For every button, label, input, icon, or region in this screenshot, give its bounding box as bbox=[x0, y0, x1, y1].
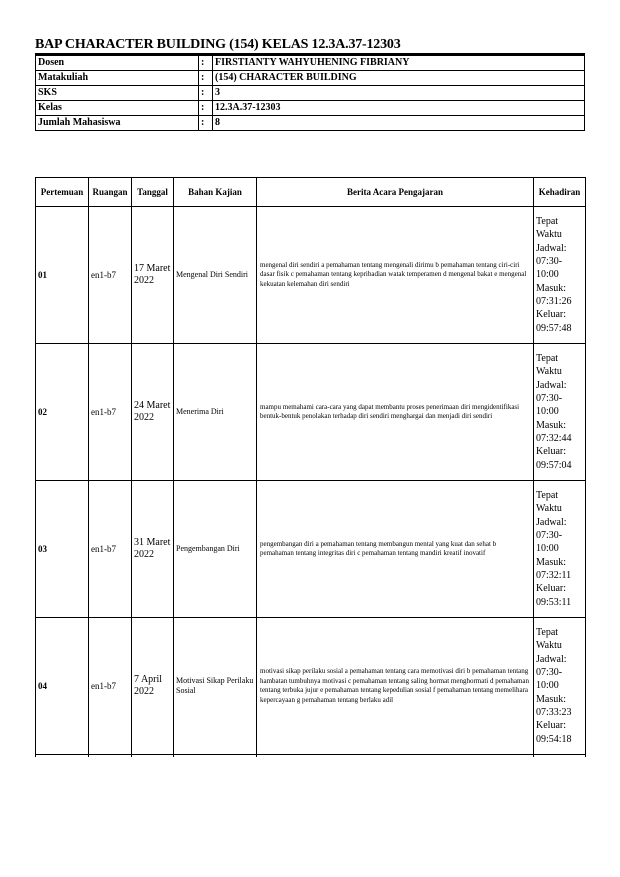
info-label: Matakuliah bbox=[36, 71, 199, 86]
kehadiran-line: 10:00 bbox=[536, 680, 559, 692]
info-row-sks bbox=[36, 86, 585, 101]
kehadiran-line: Tepat bbox=[536, 490, 559, 502]
cell-ruangan: en1-b7 bbox=[89, 481, 132, 618]
kehadiran-line: Waktu bbox=[536, 503, 562, 515]
kehadiran-line: Jadwal: bbox=[536, 653, 567, 665]
cell-berita-acara: mampu memahami cara-cara yang dapat membantu proses penerimaan diri mengidentifikasi bentuk-bentuk penolakan terhadap diri sendiri menghargai dan menjadi diri sendiri bbox=[257, 344, 534, 481]
cell-berita-acara: pengembangan diri a pemahaman tentang membangun mental yang kuat dan sehat b pemahaman tentang integritas diri c pemahaman tentang mandiri kreatif inovatif bbox=[257, 481, 534, 618]
kehadiran-line: Masuk: bbox=[536, 419, 566, 431]
cell-kehadiran bbox=[534, 344, 586, 481]
cell-tanggal: 24 Maret 2022 bbox=[132, 344, 174, 481]
kehadiran-line: 07:33:23 bbox=[536, 706, 572, 718]
kehadiran-line: Tepat bbox=[536, 216, 559, 228]
table-row bbox=[36, 344, 586, 481]
kehadiran-line: 07:32:44 bbox=[536, 432, 572, 444]
table-row bbox=[36, 618, 586, 755]
info-value: FIRSTIANTY WAHYUHENING FIBRIANY bbox=[213, 56, 585, 71]
info-value: 3 bbox=[213, 86, 585, 101]
info-separator: : bbox=[199, 71, 213, 86]
cell-kehadiran bbox=[534, 207, 586, 344]
cell-empty bbox=[257, 755, 534, 758]
header-kehadiran: Kehadiran bbox=[534, 178, 586, 207]
kehadiran-line: 09:53:11 bbox=[536, 596, 572, 608]
cell-ruangan: en1-b7 bbox=[89, 344, 132, 481]
info-row-kelas bbox=[36, 101, 585, 116]
kehadiran-line: Jadwal: bbox=[536, 242, 567, 254]
cell-empty bbox=[534, 755, 586, 758]
cell-tanggal: 31 Maret 2022 bbox=[132, 481, 174, 618]
kehadiran-line: Waktu bbox=[536, 366, 562, 378]
header-pertemuan: Pertemuan bbox=[36, 178, 89, 207]
bap-table bbox=[35, 177, 586, 757]
kehadiran-line: 07:30- bbox=[536, 256, 563, 268]
cell-bahan-kajian: Pengembangan Diri bbox=[174, 481, 257, 618]
info-row-jumlah-mahasiswa bbox=[36, 116, 585, 131]
info-separator: : bbox=[199, 116, 213, 131]
cell-empty bbox=[132, 755, 174, 758]
kehadiran-line: Keluar: bbox=[536, 583, 566, 595]
course-info-table bbox=[35, 55, 585, 131]
kehadiran-line: 07:31:26 bbox=[536, 295, 572, 307]
header-bahan-kajian: Bahan Kajian bbox=[174, 178, 257, 207]
info-value: 12.3A.37-12303 bbox=[213, 101, 585, 116]
cell-empty bbox=[89, 755, 132, 758]
page-title: BAP CHARACTER BUILDING (154) KELAS 12.3A.37-12303 bbox=[35, 38, 585, 55]
cell-bahan-kajian: Menerima Diri bbox=[174, 344, 257, 481]
cell-kehadiran bbox=[534, 481, 586, 618]
kehadiran-line: Masuk: bbox=[536, 693, 566, 705]
info-label: Kelas bbox=[36, 101, 199, 116]
cell-ruangan: en1-b7 bbox=[89, 618, 132, 755]
table-row bbox=[36, 207, 586, 344]
cell-berita-acara: mengenal diri sendiri a pemahaman tentang mengenali dirimu b pemahaman tentang ciri-ciri dasar fisik c pemahaman tentang kepribadian watak temperamen d mengenal bakat e mengenal kekuatan kelemahan diri sendiri bbox=[257, 207, 534, 344]
info-separator: : bbox=[199, 101, 213, 116]
info-label: Dosen bbox=[36, 56, 199, 71]
kehadiran-line: Jadwal: bbox=[536, 379, 567, 391]
kehadiran-line: 10:00 bbox=[536, 406, 559, 418]
kehadiran-line: 07:32:11 bbox=[536, 569, 572, 581]
kehadiran-line: 07:30- bbox=[536, 393, 563, 405]
info-separator: : bbox=[199, 86, 213, 101]
kehadiran-line: 09:57:48 bbox=[536, 322, 572, 334]
info-row-matakuliah bbox=[36, 71, 585, 86]
info-label: Jumlah Mahasiswa bbox=[36, 116, 199, 131]
table-row bbox=[36, 481, 586, 618]
kehadiran-line: Tepat bbox=[536, 353, 559, 365]
kehadiran-line: 10:00 bbox=[536, 543, 559, 555]
kehadiran-line: 07:30- bbox=[536, 667, 563, 679]
kehadiran-line: Keluar: bbox=[536, 446, 566, 458]
info-separator: : bbox=[199, 56, 213, 71]
cell-tanggal: 17 Maret 2022 bbox=[132, 207, 174, 344]
cell-tanggal: 7 April 2022 bbox=[132, 618, 174, 755]
info-row-dosen bbox=[36, 56, 585, 71]
cell-empty bbox=[36, 755, 89, 758]
header-ruangan: Ruangan bbox=[89, 178, 132, 207]
table-continuation-row bbox=[36, 755, 586, 758]
cell-bahan-kajian: Motivasi Sikap Perilaku Sosial bbox=[174, 618, 257, 755]
info-value: 8 bbox=[213, 116, 585, 131]
cell-ruangan: en1-b7 bbox=[89, 207, 132, 344]
cell-pertemuan: 01 bbox=[36, 207, 89, 344]
table-header-row bbox=[36, 178, 586, 207]
info-value: (154) CHARACTER BUILDING bbox=[213, 71, 585, 86]
header-berita-acara: Berita Acara Pengajaran bbox=[257, 178, 534, 207]
cell-pertemuan: 04 bbox=[36, 618, 89, 755]
kehadiran-line: Masuk: bbox=[536, 282, 566, 294]
header-tanggal: Tanggal bbox=[132, 178, 174, 207]
kehadiran-line: Waktu bbox=[536, 229, 562, 241]
cell-berita-acara: motivasi sikap perilaku sosial a pemahaman tentang cara memotivasi diri b pemahaman tentang hambatan tumbuhnya motivasi c pemahaman tentang saling hormat menghormati d pemahaman tentang terbuka jujur e pemahaman tentang kepedulian sosial f pemahaman tentang memelihara kepercayaan g pemahaman tentang berlaku adil bbox=[257, 618, 534, 755]
kehadiran-line: Masuk: bbox=[536, 556, 566, 568]
kehadiran-line: Waktu bbox=[536, 640, 562, 652]
kehadiran-line: 09:57:04 bbox=[536, 459, 572, 471]
cell-empty bbox=[174, 755, 257, 758]
kehadiran-line: 07:30- bbox=[536, 530, 563, 542]
kehadiran-line: Jadwal: bbox=[536, 516, 567, 528]
cell-pertemuan: 02 bbox=[36, 344, 89, 481]
kehadiran-line: Keluar: bbox=[536, 309, 566, 321]
kehadiran-line: Keluar: bbox=[536, 720, 566, 732]
kehadiran-line: 09:54:18 bbox=[536, 733, 572, 745]
cell-bahan-kajian: Mengenal Diri Sendiri bbox=[174, 207, 257, 344]
cell-kehadiran bbox=[534, 618, 586, 755]
info-label: SKS bbox=[36, 86, 199, 101]
kehadiran-line: 10:00 bbox=[536, 269, 559, 281]
kehadiran-line: Tepat bbox=[536, 627, 559, 639]
cell-pertemuan: 03 bbox=[36, 481, 89, 618]
